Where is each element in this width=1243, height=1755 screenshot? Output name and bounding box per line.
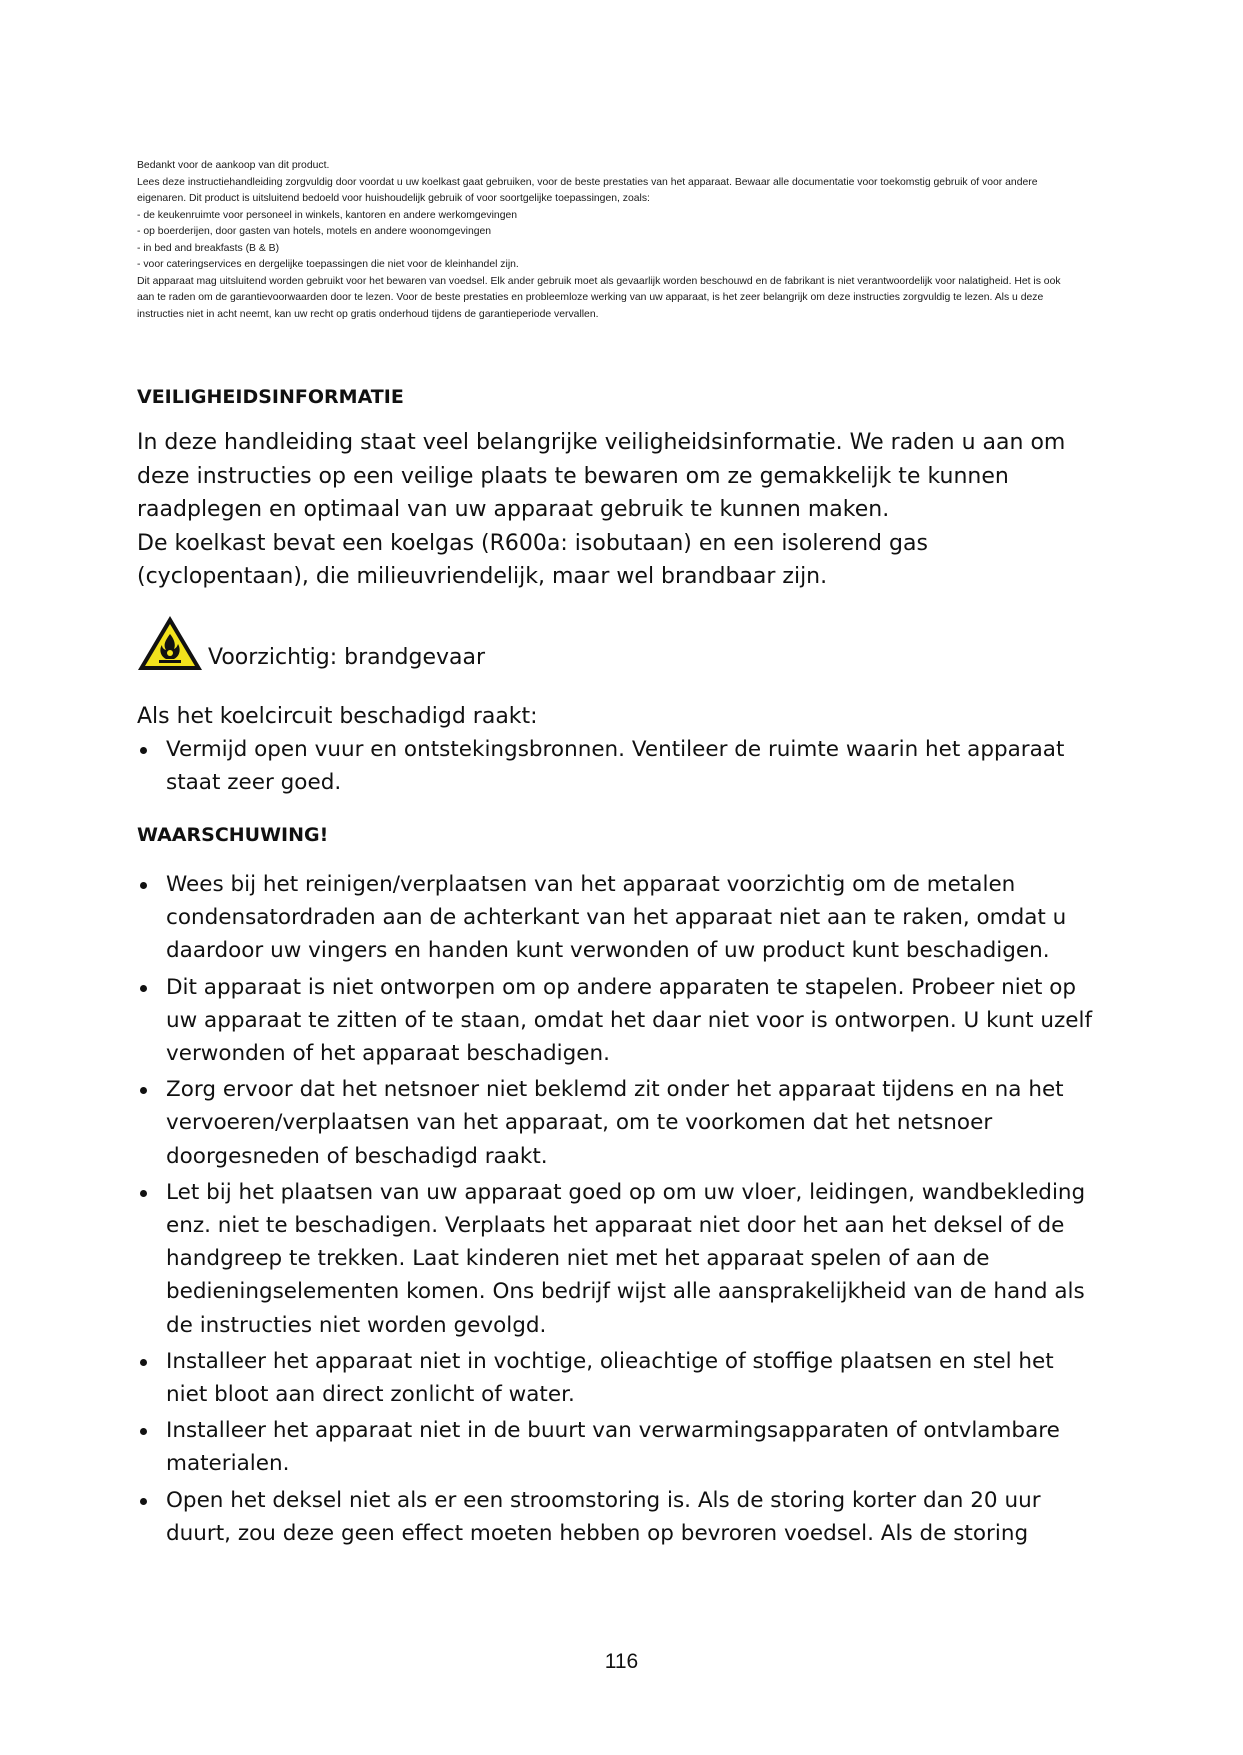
circuit-intro: Als het koelcircuit beschadigd raakt: bbox=[137, 704, 538, 729]
intro-block bbox=[137, 158, 1077, 323]
page-number: 116 bbox=[604, 1650, 639, 1673]
intro-use-item: - de keukenruimte voor personeel in winkels, kantoren en andere werkomgevingen bbox=[137, 209, 518, 221]
intro-thanks: Bedankt voor de aankoop van dit product. bbox=[137, 160, 330, 171]
list-item: Let bij het plaatsen van uw apparaat goed op om uw vloer, leidingen, wandbekleding enz. niet te beschadigen. Verplaats het apparaat niet door het aan het deksel of de handgreep te trekken. Laat kinderen niet met het apparaat spelen of aan de bedieningselementen komen. Ons bedrijf wijst alle aansprakelijkheid van de hand als de instructies niet worden gevolgd. bbox=[137, 1176, 1097, 1342]
safety-info-paragraph bbox=[137, 426, 1097, 594]
list-item: Installeer het apparaat niet in de buurt van verwarmingsapparaten of ontvlambare materialen. bbox=[137, 1414, 1097, 1480]
intro-use-item: - voor cateringservices en dergelijke toepassingen die niet voor de kleinhandel zijn. bbox=[137, 259, 519, 270]
list-item: Zorg ervoor dat het netsnoer niet beklemd zit onder het apparaat tijdens en na het vervoeren/verplaatsen van het apparaat, om te voorkomen dat het netsnoer doorgesneden of beschadigd raakt. bbox=[137, 1073, 1097, 1173]
list-item: Wees bij het reinigen/verplaatsen van het apparaat voorzichtig om de metalen condensatordraden aan de achterkant van het apparaat niet aan te raken, omdat u daardoor uw vingers en handen kunt verwonden of uw product kunt beschadigen. bbox=[137, 868, 1097, 968]
list-item: Vermijd open vuur en ontstekingsbronnen. Ventileer de ruimte waarin het apparaat staat zeer goed. bbox=[137, 733, 1097, 799]
intro-instructions: Lees deze instructiehandleiding zorgvuldig door voordat u uw koelkast gaat gebruiken, voor de beste prestaties van het apparaat. Bewaar alle documentatie voor toekomstig gebruik of voor andere eigenaren. Dit product is uitsluitend bedoeld voor huishoudelijk gebruik of voor soortgelijke toepassingen, zoals: bbox=[137, 176, 1038, 204]
circuit-list bbox=[137, 733, 1097, 802]
list-item: Installeer het apparaat niet in vochtige, olieachtige of stoffige plaatsen en stel het niet bloot aan direct zonlicht of water. bbox=[137, 1345, 1097, 1411]
safety-info-text: In deze handleiding staat veel belangrijke veiligheidsinformatie. We raden u aan om deze instructies op een veilige plaats te bewaren om ze gemakkelijk te kunnen raadplegen en optimaal van uw apparaat gebruik te kunnen maken. bbox=[137, 430, 1066, 522]
fire-hazard-icon bbox=[136, 614, 204, 672]
intro-use-item: - in bed and breakfasts (B & B) bbox=[137, 242, 280, 254]
safety-heading: VEILIGHEIDSINFORMATIE bbox=[137, 386, 404, 408]
warning-list bbox=[137, 868, 1097, 1553]
fire-warning-label: Voorzichtig: brandgevaar bbox=[208, 645, 486, 670]
list-item: Dit apparaat is niet ontworpen om op andere apparaten te stapelen. Probeer niet op uw apparaat te zitten of te staan, omdat het daar niet voor is ontworpen. U kunt uzelf verwonden of het apparaat beschadigen. bbox=[137, 971, 1097, 1071]
intro-use-item: - op boerderijen, door gasten van hotels, motels en andere woonomgevingen bbox=[137, 226, 492, 237]
warning-heading: WAARSCHUWING! bbox=[137, 824, 329, 846]
intro-disclaimer: Dit apparaat mag uitsluitend worden gebruikt voor het bewaren van voedsel. Elk ander gebruik moet als gevaarlijk worden beschouwd en de fabrikant is niet verantwoordelijk voor nalatigheid. Het is ook aan te raden om de garantievoorwaarden door te lezen. Voor de beste prestaties en probleemloze werking van uw apparaat, is het zeer belangrijk om deze instructies zorgvuldig te lezen. Als u deze instructies niet in acht neemt, kan uw recht op gratis onderhoud tijdens de garantieperiode vervallen. bbox=[137, 275, 1061, 320]
fire-warning bbox=[136, 614, 485, 672]
refrigerant-text: De koelkast bevat een koelgas (R600a: isobutaan) en een isolerend gas (cyclopentaan), die milieuvriendelijk, maar wel brandbaar zijn. bbox=[137, 530, 928, 589]
list-item: Open het deksel niet als er een stroomstoring is. Als de storing korter dan 20 uur duurt, zou deze geen effect moeten hebben op bevroren voedsel. Als de storing bbox=[137, 1484, 1097, 1550]
